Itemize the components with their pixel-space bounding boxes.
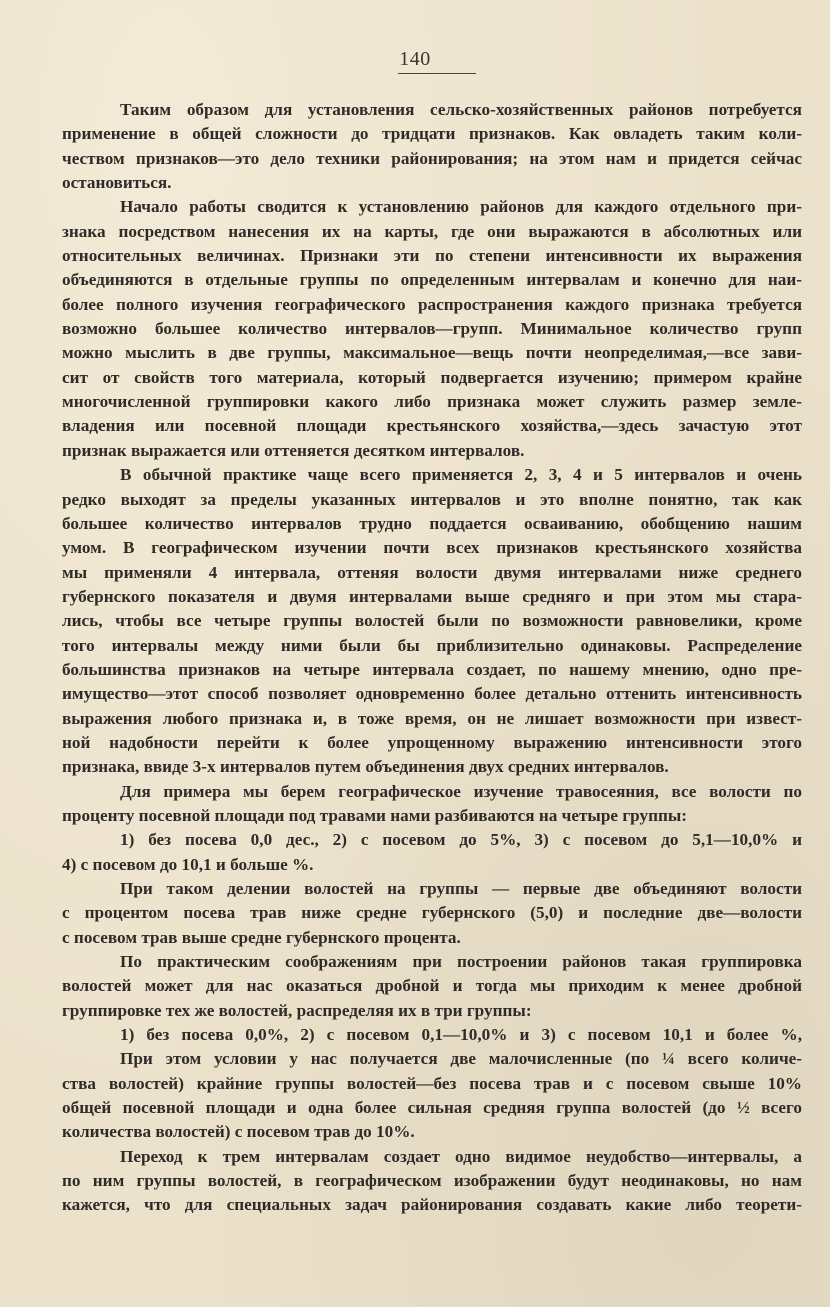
text-line: В обычной практике чаще всего применяется 2, 3, 4 и 5 интервалов и очень bbox=[120, 465, 802, 485]
text-line: с процентом посева трав ниже средне губернского (5,0) и последние две—волости bbox=[62, 903, 802, 923]
text-line: знака посредством нанесения их на карты, где они выражаются в абсолютных или bbox=[62, 221, 802, 241]
text-line: объединяются в отдельные группы по определенным интервалам и конечно для наи- bbox=[62, 270, 802, 290]
text-line: 1) без посева 0,0 дес., 2) с посевом до 5%, 3) с посевом до 5,1—10,0% и bbox=[120, 830, 802, 850]
text-line: признака, ввиде 3-х интервалов путем объединения двух средних интервалов. bbox=[62, 757, 669, 777]
text-line: многочисленной группировки какого либо признака может служить размер земле- bbox=[62, 392, 802, 412]
text-line: умом. В географическом изучении почти всех признаков крестьянского хозяйства bbox=[62, 538, 802, 558]
text-line: мы применяли 4 интервала, оттеняя волости двумя интервалами ниже среднего bbox=[62, 562, 802, 582]
text-line: того интервалы между ними были бы приблизительно одинаковы. Распределение bbox=[62, 635, 802, 655]
text-line: Таким образом для установления сельско-хозяйственных районов потребуется bbox=[120, 100, 802, 119]
text-line: кажется, что для специальных задач районирования создавать какие либо теорети- bbox=[62, 1195, 802, 1215]
text-line: чеством признаков—это дело техники районирования; на этом нам и придется сейчас bbox=[62, 148, 802, 168]
text-line: владения или посевной площади крестьянского хозяйства,—здесь зачастую этот bbox=[62, 416, 802, 436]
text-line: губернского показателя и двумя интервалами выше средняго и при этом мы стара- bbox=[62, 586, 802, 606]
text-line: лись, чтобы все четыре группы волостей были по возможности равновелики, кроме bbox=[62, 611, 802, 631]
page-header bbox=[0, 48, 830, 73]
text-line: редко выходят за пределы указанных интервалов и это вполне понятно, так как bbox=[62, 489, 802, 509]
text-line: применение в общей сложности до тридцати признаков. Как овладеть таким коли- bbox=[62, 124, 802, 144]
text-line: Для примера мы берем географическое изучение травосеяния, все волости по bbox=[120, 781, 802, 801]
text-line: При таком делении волостей на группы — первые две объединяют волости bbox=[120, 879, 802, 898]
text-line: Переход к трем интервалам создает одно видимое неудобство—интервалы, а bbox=[120, 1146, 802, 1166]
text-line: 1) без посева 0,0%, 2) с посевом 0,1—10,0% и 3) с посевом 10,1 и более %, bbox=[120, 1025, 802, 1045]
text-line: относительных величинах. Признаки эти по степени интенсивности их выражения bbox=[62, 246, 802, 266]
text-line: ства волостей) крайние группы волостей—без посева трав и с посевом свыше 10% bbox=[62, 1073, 802, 1093]
text-line: большее количество интервалов трудно поддается осваиванию, обобщению нашим bbox=[62, 513, 802, 533]
text-line: имущество—этот способ позволяет одновременно более детально оттенить интенсивность bbox=[62, 684, 802, 704]
text-line: признак выражается или оттеняется десятком интервалов. bbox=[62, 440, 525, 460]
text-line: проценту посевной площади под травами нами разбиваются на четыре группы: bbox=[62, 805, 688, 825]
text-line: группировке тех же волостей, распределяя их в три группы: bbox=[62, 1000, 532, 1020]
text-line: выражения любого признака и, в тоже время, он не лишает возможности при извест- bbox=[62, 708, 802, 728]
text-line: По практическим соображениям при построении районов такая группировка bbox=[120, 952, 802, 972]
text-line: волостей может для нас оказаться дробной и тогда мы приходим к менее дробной bbox=[62, 976, 802, 996]
body-text bbox=[62, 98, 802, 1218]
page-number: 140 bbox=[399, 48, 431, 70]
text-line: с посевом трав выше средне губернского процента. bbox=[62, 927, 461, 947]
text-line: общей посевной площади и одна более сильная средняя группа волостей (до ½ всего bbox=[62, 1098, 802, 1118]
text-line: более полного изучения географического распространения каждого признака требуется bbox=[62, 294, 802, 314]
text-line: 4) с посевом до 10,1 и больше %. bbox=[62, 854, 314, 874]
text-line: сит от свойств того материала, который подвергается изучению; примером крайне bbox=[62, 367, 802, 387]
text-line: количества волостей) с посевом трав до 10%. bbox=[62, 1122, 415, 1142]
text-line: по ним группы волостей, в географическом изображении будут неодинаковы, но нам bbox=[62, 1171, 802, 1191]
text-line: возможно большее количество интервалов—групп. Минимальное количество групп bbox=[62, 319, 802, 339]
text-line: остановиться. bbox=[62, 173, 172, 193]
text-line: При этом условии у нас получается две малочисленные (по ¼ всего количе- bbox=[120, 1049, 802, 1069]
text-line: большинства признаков на четыре интервала создает, по нашему мнению, одно пре- bbox=[62, 659, 802, 679]
header-rule bbox=[398, 73, 476, 74]
text-line: Начало работы сводится к установлению районов для каждого отдельного при- bbox=[120, 197, 802, 217]
text-line: можно мыслить в две группы, максимальное—вещь почти неопределимая,—все зави- bbox=[62, 343, 802, 363]
text-line: ной надобности перейти к более упрощенному выражению интенсивности этого bbox=[62, 732, 802, 752]
